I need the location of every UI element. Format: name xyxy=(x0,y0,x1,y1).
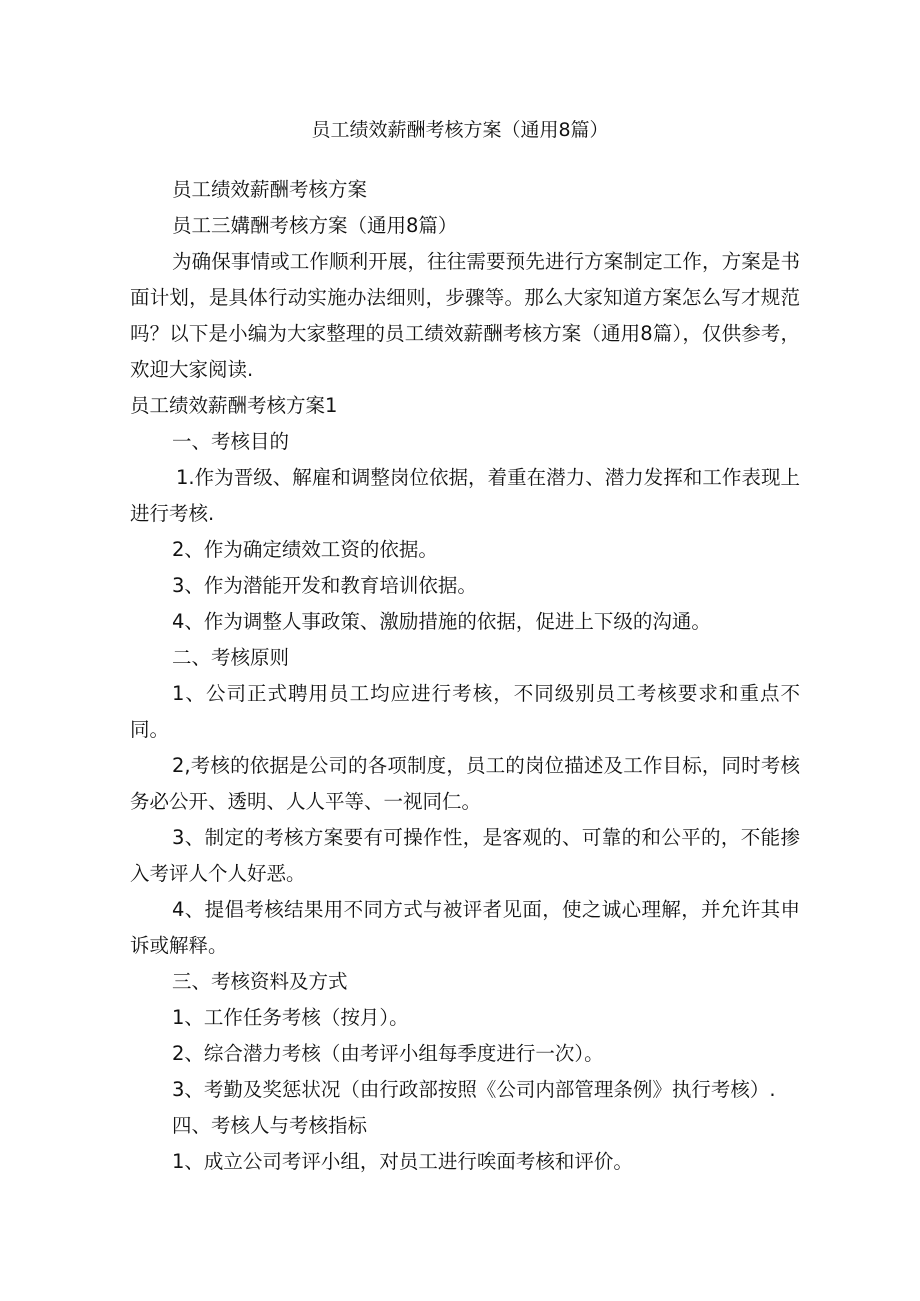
heading-assessment-purpose: 一、考核目的 xyxy=(172,430,290,453)
list-item-material-2: 2、综合潜力考核（由考评小组每季度进行一次）。 xyxy=(172,1042,604,1065)
paragraph-subtitle: 员工绩效薪酬考核方案 xyxy=(172,178,368,201)
heading-assessment-materials: 三、考核资料及方式 xyxy=(172,970,348,993)
list-item-purpose-4: 4、作为调整人事政策、激励措施的依据，促进上下级的沟通。 xyxy=(172,610,711,633)
document-body xyxy=(130,172,800,1180)
list-item-principle-1: 1、公司正式聘用员工均应进行考核，不同级别员工考核要求和重点不同。 xyxy=(130,682,800,741)
list-item-principle-2: 2,考核的依据是公司的各项制度，员工的岗位描述及工作目标，同时考核务必公开、透明、人人平等、一视同仁。 xyxy=(130,754,800,813)
list-item-principle-3: 3、制定的考核方案要有可操作性，是客观的、可靠的和公平的，不能掺入考评人个人好恶。 xyxy=(130,826,800,885)
heading-assessors-indicators: 四、考核人与考核指标 xyxy=(172,1114,368,1137)
list-item-assessor-1: 1、成立公司考评小组，对员工进行唉面考核和评价。 xyxy=(172,1150,633,1173)
list-item-principle-4: 4、提倡考核结果用不同方式与被评者见面，使之诚心理解，并允许其申诉或解释。 xyxy=(130,898,800,957)
document-title: 员工绩效薪酬考核方案（通用8篇） xyxy=(311,119,609,141)
list-item-purpose-3: 3、作为潜能开发和教育培训依据。 xyxy=(172,574,477,597)
section-heading-plan-1: 员工绩效薪酬考核方案1 xyxy=(130,394,338,417)
list-item-material-3: 3、考勤及奖惩状况（由行政部按照《公司内部管理条例》执行考核）. xyxy=(172,1078,776,1101)
paragraph-subtitle-variant: 员工三媾酬考核方案（通用8篇） xyxy=(172,214,458,237)
list-item-purpose-2: 2、作为确定绩效工资的依据。 xyxy=(172,538,438,561)
list-item-material-1: 1、工作任务考核（按月）。 xyxy=(172,1006,409,1029)
heading-assessment-principles: 二、考核原则 xyxy=(172,646,290,669)
list-item-purpose-1: 1.作为晋级、解雇和调整岗位依据，着重在潜力、潜力发挥和工作表现上进行考核. xyxy=(130,466,800,525)
paragraph-intro: 为确保事情或工作顺利开展，往往需要预先进行方案制定工作，方案是书面计划，是具体行动实施办法细则，步骤等。那么大家知道方案怎么写才规范吗？以下是小编为大家整理的员工绩效薪酬考核方案（通用8篇），仅供参考，欢迎大家阅读. xyxy=(130,250,800,381)
